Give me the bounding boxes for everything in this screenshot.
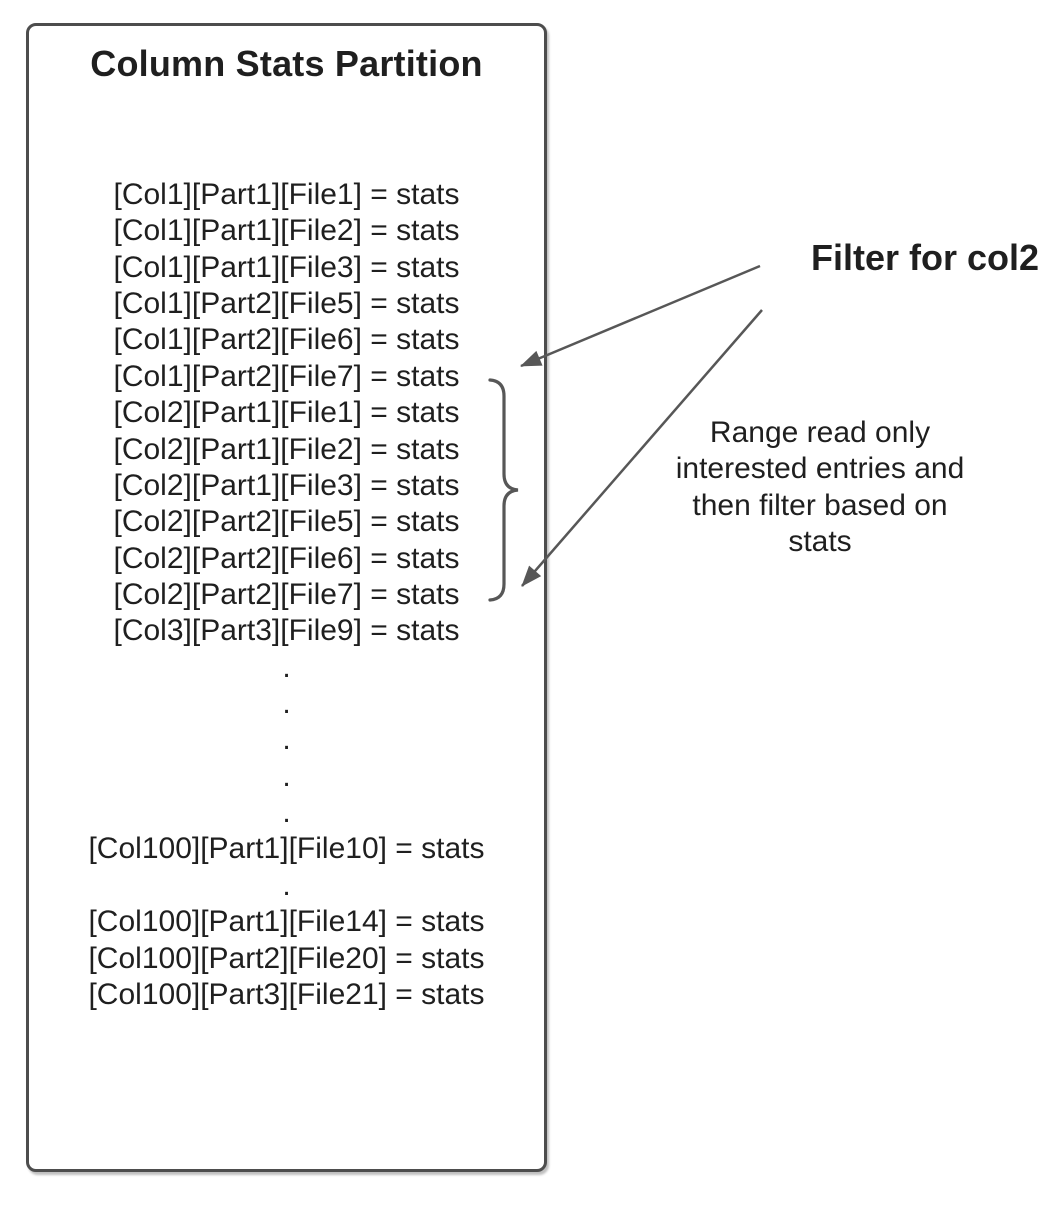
stats-entry: . [282,868,291,902]
stats-entry: [Col1][Part1][File2] = stats [113,214,460,248]
stats-entries-list [26,177,547,1013]
stats-entry: . [282,723,291,757]
stats-entry: . [282,687,291,721]
box-title: Column Stats Partition [90,43,483,84]
stats-entry: [Col1][Part2][File5] = stats [113,287,460,321]
range-note [659,415,981,561]
stats-entry: [Col1][Part2][File7] = stats [113,359,460,393]
stats-entry: [Col2][Part2][File5] = stats [113,505,460,539]
stats-entry: [Col100][Part2][File20] = stats [88,941,485,975]
stats-entry: [Col100][Part3][File21] = stats [88,977,485,1011]
stats-entry: [Col1][Part1][File3] = stats [113,250,460,284]
filter-label: Filter for col2 [810,237,1040,278]
stats-entry: [Col2][Part2][File6] = stats [113,541,460,575]
stats-entry: . [282,650,291,684]
stats-entry: [Col1][Part2][File6] = stats [113,323,460,357]
stats-entry: . [282,796,291,830]
stats-entry: [Col3][Part3][File9] = stats [113,614,460,648]
stats-entry: [Col2][Part1][File3] = stats [113,468,460,502]
range-note-line: interested entries and [675,452,965,486]
range-note-line: Range read only [709,416,931,449]
range-note-line: stats [788,525,852,559]
stats-entry: [Col1][Part1][File1] = stats [113,178,460,211]
stats-entry: [Col2][Part1][File1] = stats [113,396,460,430]
stats-entry: [Col100][Part1][File10] = stats [88,832,485,866]
range-note-line: then filter based on [692,488,948,522]
stats-entry: [Col100][Part1][File14] = stats [88,905,485,939]
stats-entry: . [282,759,291,793]
stats-entry: [Col2][Part2][File7] = stats [113,577,460,611]
filter-arrow-top [521,266,760,366]
stats-entry: [Col2][Part1][File2] = stats [113,432,460,466]
